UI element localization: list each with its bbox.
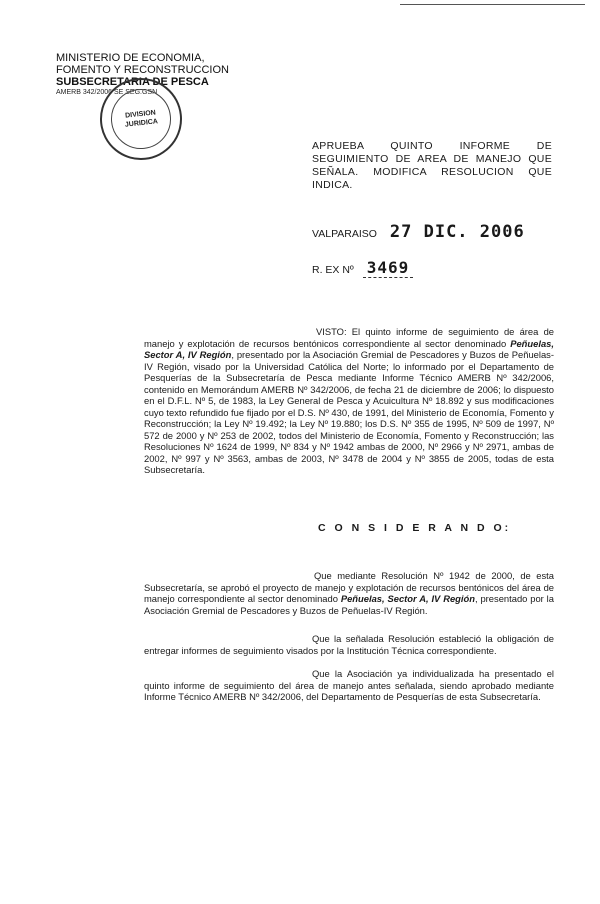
resolution-number: 3469 <box>363 258 414 278</box>
reference-line: AMERB 342/2006 SE SEG.GSN <box>56 89 158 96</box>
p1-place: Peñuelas, Sector A, IV Región <box>340 593 475 604</box>
ministry-line-2: FOMENTO Y RECONSTRUCCION <box>56 64 229 76</box>
subsecretaria-line: SUBSECRETARIA DE PESCA <box>56 76 209 88</box>
p1-text-1: Que mediante Resolución Nº 1942 de 2000, de esta Subsecretaría, se aprobó el proyecto de manejo y explotación de recursos bentónicos del área de manejo correspondiente al sector denominado <box>144 570 554 604</box>
resolution-summary: APRUEBA QUINTO INFORME DE SEGUIMIENTO DE AREA DE MANEJO QUE SEÑALA. MODIFICA RESOLUCION QUE INDICA. <box>312 140 552 191</box>
top-rule <box>400 4 585 5</box>
ministry-line-1: MINISTERIO DE ECONOMIA, <box>56 52 205 64</box>
handwritten-date: 27 DIC. 2006 <box>389 222 525 242</box>
rex-label: R. EX Nº <box>312 264 354 276</box>
stamp-line-1: DIVISION <box>124 109 157 120</box>
place-label: VALPARAISO <box>312 228 377 240</box>
place-date-row <box>312 222 525 242</box>
stamp-inner-ring <box>108 86 174 152</box>
visto-paragraph <box>144 326 554 476</box>
considerando-paragraph-2: Que la señalada Resolución estableció la obligación de entregar informes de seguimiento visados por la Institución Técnica correspondiente. <box>144 633 554 656</box>
considerando-paragraph-1 <box>144 570 554 616</box>
considerando-paragraph-3: Que la Asociación ya individualizada ha presentado el quinto informe de seguimiento del área de manejo antes señalada, siendo aprobado mediante Informe Técnico AMERB Nº 342/2006, del Departamento de Pesquerías de esta Subsecretaría. <box>144 668 554 702</box>
considerando-heading: C O N S I D E R A N D O: <box>318 522 512 534</box>
stamp-line-2: JURIDICA <box>124 118 159 129</box>
resolution-number-row <box>312 258 413 277</box>
visto-text-2: , presentado por la Asociación Gremial de Pescadores y Buzos de Peñuelas-IV Región, visado por la Universidad Católica del Norte; lo informado por el Departamento de Pesquerías de la Subsecretaría de Pesca mediante Informe Técnico AMERB Nº 342/2006, contenido en Memorándum AMERB Nº 342/2006, de fecha 21 de diciembre de 2006; lo dispuesto en el D.F.L. Nº 5, de 1983, la Ley General de Pesca y Acuicultura Nº 18.892 y sus modificaciones cuyo texto refundido fue fijado por el D.S. Nº 430, de 1991, del Ministerio de Economía, Fomento y Reconstrucción; la Ley Nº 19.492; la Ley Nº 19.880; los D.S. Nº 355 de 1995, Nº 509 de 1997, Nº 572 de 2000 y Nº 253 de 2002, todos del Ministerio de Economía, Fomento y Reconstrucción; las Resoluciones Nº 1624 de 1999, Nº 834 y Nº 1942 ambas de 2000, Nº 2966 y Nº 2971, ambas de 2002, Nº 997 y Nº 3563, ambas de 2003, Nº 3478 de 2004 y Nº 3855 de 2005, todas de esta Subsecretaría. <box>144 349 554 475</box>
p1-text-2: , presentado por la Asociación Gremial de Pescadores y Buzos de Peñuelas-IV Región. <box>144 593 554 616</box>
visto-text-1: VISTO: El quinto informe de seguimiento de área de manejo y explotación de recursos bentónicos correspondiente al sector denominado <box>144 326 554 349</box>
visto-place: Peñuelas, Sector A, IV Región <box>144 337 554 360</box>
